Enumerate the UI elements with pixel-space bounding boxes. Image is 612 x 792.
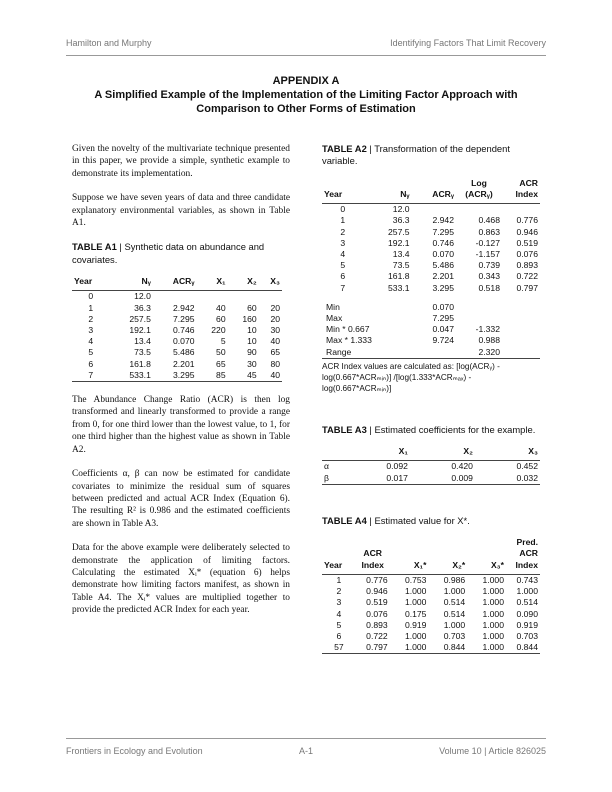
table-cell: 5 [340,260,346,271]
table-cell: 0.722 [366,630,388,641]
table-header-row [72,276,282,291]
table-cell: 0.076 [366,608,388,619]
table-a4-header: Year [324,559,343,570]
table-row [72,359,282,370]
table-cell: 73.5 [392,260,410,271]
table-cell: 5 [220,336,226,347]
table-a3 [322,446,540,485]
table-cell [197,291,228,303]
table-cell: 0.703 [516,630,538,641]
table-cell: 0.519 [516,237,538,248]
table-cell [228,291,259,303]
table-cell: 0.797 [366,642,388,653]
table-stat-row [322,335,540,346]
table-row [72,336,282,347]
table-cell: 257.5 [129,313,151,324]
table-cell: 2.942 [173,302,195,313]
table-cell: 2 [340,226,346,237]
table-cell [502,335,540,346]
table-a1-caption-text: Synthetic data on abundance and covariates. [72,241,265,265]
table-stat-row [322,324,540,335]
table-cell: 192.1 [129,325,151,336]
table-a2-header: Year [324,189,343,200]
table-row [72,370,282,382]
table-cell: 0.797 [516,282,538,293]
table-row [322,249,540,260]
table-cell: 4 [340,249,346,260]
table-row [72,347,282,358]
table-cell: 0.893 [366,619,388,630]
table-cell [456,204,502,216]
table-cell: 12.0 [134,291,151,302]
table-row [322,461,540,473]
table-cell [502,313,540,324]
table-a1-header: Year [74,276,93,287]
table-cell: 0.919 [516,619,538,630]
table-cell: 0.776 [516,215,538,226]
table-spacer-row [322,294,540,302]
table-cell: 2 [88,313,94,324]
table-cell: 0.032 [516,472,538,483]
table-a2-label: TABLE A2 [322,143,367,154]
table-cell: 40 [216,302,226,313]
stat-log-value [456,302,502,313]
table-cell: 0.863 [478,226,500,237]
table-a3-label: TABLE A3 [322,423,367,435]
stat-label: Min [326,301,340,312]
table-spacer-cell [322,294,540,302]
table-cell [502,347,540,359]
table-a1-header: Nᵧ [141,276,151,287]
table-a3-header: X₃ [528,446,538,457]
table-a2-header: ACR Index [515,177,538,200]
table-a1-header: ACRᵧ [172,276,195,287]
table-row [322,271,540,282]
table-cell: 20 [270,313,280,324]
table-cell: 2.201 [173,358,195,369]
right-column [322,143,540,654]
table-row [322,204,540,216]
table-row [322,631,540,642]
table-header-row [322,178,540,204]
table-cell [259,291,282,303]
table-row [72,314,282,325]
table-cell: 0.076 [516,249,538,260]
table-cell: 60 [216,313,226,324]
table-cell: 0.743 [516,574,538,585]
table-cell: β [324,472,329,483]
table-row [322,642,540,654]
table-cell: 1.000 [482,597,504,608]
table-cell: 0.452 [516,461,538,472]
table-cell: 3 [336,597,342,608]
table-a4-header: ACR Index [361,548,384,570]
table-cell: 5.486 [432,260,454,271]
stat-acr-value [412,347,456,359]
paragraph-intro: Given the novelty of the multivariate technique presented in this paper, we provide a simple, synthetic example to demonstrate its implementation. [72,144,290,179]
table-a4 [322,537,540,654]
table-cell: α [324,461,329,472]
table-cell: 1.000 [482,642,504,653]
table-cell: 0.844 [516,642,538,653]
footer-journal: Frontiers in Ecology and Evolution [66,746,203,756]
table-cell: 40 [270,369,280,380]
stat-acr-value: 9.724 [432,335,454,346]
left-column [72,143,290,617]
table-cell: 30 [247,358,257,369]
table-cell: 1 [336,574,342,585]
table-stat-row [322,313,540,324]
table-cell: 0.739 [478,260,500,271]
footer-page-number: A-1 [298,746,313,756]
stat-log-value: -1.332 [475,324,500,335]
table-cell: 13.4 [392,249,410,260]
table-cell: 3 [340,237,346,248]
table-cell: 20 [270,302,280,313]
stat-label: Max * 1.333 [326,335,372,346]
table-cell: 0.722 [516,271,538,282]
table-cell: 7 [340,282,346,293]
table-a2-caption-text: Transformation of the dependent variable. [322,143,510,167]
table-a4-header: X₂* [452,559,466,570]
table-cell [502,302,540,313]
table-cell: 0.090 [516,608,538,619]
paragraph-limiting-factors: Data for the above example were deliberately selected to demonstrate the application of limiting factors. Calculating the estimated Xᵢ* (equation 6) helps demonstrate how limiting factors manifest, as shown in Table A4. The Xᵢ* values are multiplied together to provide the predicted ACR Index for each year. [72,543,290,616]
table-a1-caption: TABLE A1 | Synthetic data on abundance and covariates. [72,241,265,265]
table-cell: 0.420 [451,461,473,472]
table-cell: 40 [270,336,280,347]
table-cell: 7.295 [432,226,454,237]
table-row [322,574,540,586]
stat-log-value [456,313,502,324]
stat-log-value: 2.320 [478,346,500,357]
table-cell: 0.776 [366,574,388,585]
table-a2-header: Nᵧ [400,189,410,200]
table-cell: 220 [211,325,226,336]
table-cell: 2.942 [432,215,454,226]
table-cell: 0.009 [451,472,473,483]
stat-acr-value: 0.070 [432,301,454,312]
table-cell: 2 [336,586,342,597]
table-cell: 1.000 [404,630,427,641]
table-cell: 1.000 [404,586,427,597]
table-cell: 5.486 [173,347,195,358]
table-cell: 3.295 [432,282,454,293]
table-row [322,473,540,485]
table-cell: 4 [88,336,94,347]
table-cell: 1.000 [482,586,504,597]
table-cell: -0.127 [475,237,500,248]
table-a4-label: TABLE A4 [322,514,367,526]
table-cell: 1.000 [404,597,427,608]
table-cell: 1.000 [482,574,504,585]
table-a2-note: ACR Index values are calculated as: [log(ACRᵧ) - log(0.667*ACRₘᵢₙ)] /[log(1.333*ACRₘₐₓ) - log(0.667*ACRₘᵢₙ)] [322,361,500,393]
table-cell: 10 [247,336,257,347]
table-a1-header: X₂ [247,276,257,287]
table-a1-header: X₁ [216,276,226,287]
table-stat-row [322,302,540,313]
paragraph-coefficients: Coefficients α, β can now be estimated for candidate covariates to minimize the residual sum of squares between predicted and actual ACR Index (Equation 6). The resulting R² is 0.986 and the estimated coefficients are shown in Table A3. [72,469,290,529]
table-row [322,609,540,620]
footer-volume: Volume 10 | Article 826025 [439,746,546,756]
table-cell: 36.3 [134,302,151,313]
table-header-row [322,537,540,574]
table-header-row [322,446,540,461]
table-cell: 0 [340,204,346,215]
table-cell [412,204,456,216]
stat-acr-value: 7.295 [432,313,454,324]
table-cell: 1.000 [482,608,504,619]
table-cell: 0.518 [478,282,500,293]
table-a2-header: ACRᵧ [432,189,454,200]
table-cell: 0.070 [173,336,195,347]
table-cell: 73.5 [134,347,151,358]
table-a1-label: TABLE A1 [72,241,117,253]
table-cell: 533.1 [388,282,410,293]
table-a2-header: Log (ACRᵧ) [465,177,493,200]
stat-acr-value: 0.047 [432,324,454,335]
table-a3-header [322,446,345,461]
table-row [72,291,282,303]
table-cell: -1.157 [475,249,500,260]
table-a3-header: X₂ [463,446,473,457]
table-cell: 1.000 [482,619,504,630]
table-cell: 45 [247,369,257,380]
table-cell: 160 [242,313,257,324]
table-cell: 6 [340,271,346,282]
table-cell: 30 [270,325,280,336]
table-row [322,586,540,597]
table-cell: 257.5 [388,226,410,237]
table-a4-caption: TABLE A4 | Estimated value for X*. [322,514,470,526]
appendix-title [66,74,546,116]
table-cell: 7.295 [173,313,195,324]
appendix-title-line-2: Comparison to Other Forms of Estimation [196,103,416,115]
table-cell: 0.343 [478,271,500,282]
table-a3-caption: TABLE A3 | Estimated coefficients for the example. [322,423,536,435]
table-cell: 1.000 [404,642,427,653]
table-a4-header: X₃* [490,559,504,570]
table-cell: 5 [336,619,342,630]
table-cell: 0 [88,291,94,302]
table-row [322,227,540,238]
table-cell: 192.1 [388,237,410,248]
table-cell: 65 [216,358,226,369]
table-row [322,238,540,249]
table-cell: 3.295 [173,369,195,380]
table-cell: 0.753 [404,574,427,585]
table-cell: 7 [88,369,94,380]
table-cell: 0.703 [443,630,466,641]
table-cell: 1 [88,302,94,313]
table-cell: 0.746 [432,237,454,248]
table-cell: 0.844 [443,642,466,653]
paragraph-data: Suppose we have seven years of data and three candidate explanatory environmental variables, as shown in Table A1. [72,193,290,229]
table-cell: 0.946 [366,586,388,597]
table-cell: 2.201 [432,271,454,282]
table-a4-header: Pred. ACR Index [515,537,538,570]
table-cell: 0.986 [443,574,466,585]
table-row [322,215,540,226]
table-a4-caption-text: Estimated value for X*. [374,514,470,526]
table-stat-row [322,347,540,359]
table-cell [502,204,540,216]
table-row [322,597,540,608]
table-a3-header: X₁ [398,446,408,457]
table-a2-caption: TABLE A2 | Transformation of the dependent variable. [322,143,510,167]
table-cell: 90 [247,347,257,358]
table-cell: 85 [216,369,226,380]
table-cell: 0.468 [478,215,500,226]
table-cell: 0.070 [432,249,454,260]
stat-label: Min * 0.667 [326,324,370,335]
table-cell: 12.0 [392,204,410,215]
table-row [322,260,540,271]
table-row [72,303,282,314]
table-cell: 0.893 [516,260,538,271]
table-cell: 0.514 [443,608,466,619]
table-cell: 4 [336,608,342,619]
table-row [322,620,540,631]
running-header-title: Identifying Factors That Limit Recovery [390,38,546,48]
table-cell: 0.514 [443,597,466,608]
stat-log-value: 0.988 [478,335,500,346]
table-cell: 5 [88,347,94,358]
appendix-title-line-1: A Simplified Example of the Implementation of the Limiting Factor Approach with [94,89,518,101]
paragraph-acr-transform: The Abundance Change Ratio (ACR) is then log transformed and linearly transformed to provide a range from 0, for one third lower than the lowest value, to 1, for one third higher than the highest value as shown in Table A2. [72,395,290,455]
table-cell: 13.4 [134,336,151,347]
table-cell: 1.000 [516,586,538,597]
table-a3-caption-text: Estimated coefficients for the example. [374,423,536,435]
table-cell: 1 [340,215,346,226]
table-cell: 0.175 [404,608,427,619]
table-cell: 6 [88,358,94,369]
table-a2 [322,178,540,359]
table-cell: 533.1 [129,369,151,380]
table-cell: 36.3 [392,215,410,226]
table-cell: 10 [247,325,257,336]
table-cell: 0.946 [516,226,538,237]
table-cell: 65 [270,347,280,358]
table-row [72,325,282,336]
table-a1-header: X₃ [270,276,280,287]
table-cell: 1.000 [482,630,504,641]
table-cell: 60 [247,302,257,313]
table-cell: 57 [334,642,344,653]
stat-label: Max [326,313,343,324]
table-cell [502,324,540,335]
table-cell: 0.017 [386,472,408,483]
table-cell: 1.000 [443,619,466,630]
table-cell: 161.8 [129,358,151,369]
running-header-authors: Hamilton and Murphy [66,38,152,48]
stat-label: Range [326,346,352,357]
table-cell: 0.919 [404,619,427,630]
table-cell: 6 [336,630,342,641]
table-a4-header: X₁* [413,559,427,570]
table-cell: 0.746 [173,325,195,336]
table-cell: 3 [88,325,94,336]
footer-rule [66,738,546,739]
table-a1 [72,276,282,382]
table-row [322,283,540,294]
table-cell: 0.092 [386,461,408,472]
table-cell: 161.8 [388,271,410,282]
table-cell: 0.519 [366,597,388,608]
table-cell: 0.514 [516,597,538,608]
table-cell: 1.000 [443,586,466,597]
header-rule [66,55,546,56]
table-cell [153,291,197,303]
table-cell: 80 [270,358,280,369]
appendix-label: APPENDIX A [272,75,340,87]
table-cell: 50 [216,347,226,358]
